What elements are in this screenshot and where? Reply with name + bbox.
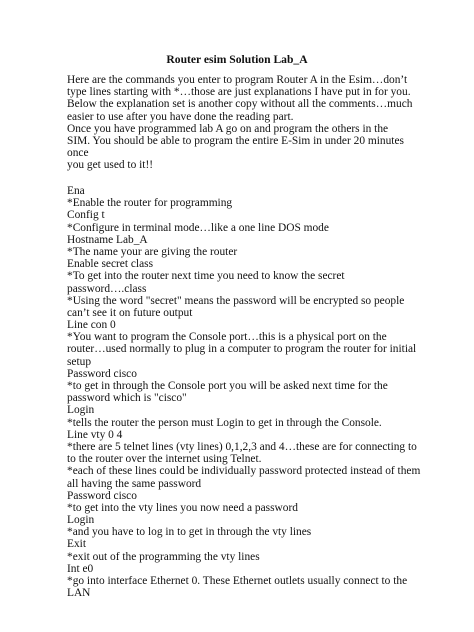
- intro-line: Below the explanation set is another copy without all the comments…much: [67, 98, 413, 111]
- command-line: Ena: [67, 185, 85, 197]
- comment-line: *The name your are giving the router: [67, 245, 238, 258]
- comment-line: *go into interface Ethernet 0. These Ethernet outlets usually connect to the: [67, 575, 408, 587]
- intro-line: you get used to it!!: [67, 159, 154, 172]
- command-list: [67, 185, 422, 599]
- command-line: Password cisco: [67, 367, 137, 380]
- comment-line: *to get into the vty lines you now need a password: [67, 501, 298, 514]
- comment-line: *Using the word "secret" means the password will be encrypted so people: [67, 294, 405, 307]
- intro-line: easier to use after you have done the reading part.: [67, 110, 294, 123]
- command-line: Password cisco: [67, 489, 137, 502]
- comment-line: *there are 5 telnet lines (vty lines) 0,1,2,3 and 4…these are for connecting to: [67, 440, 417, 453]
- comment-line: *each of these lines could be individually password protected instead of them: [67, 465, 421, 478]
- command-line: Line vty 0 4: [67, 428, 123, 441]
- comment-line: LAN: [67, 587, 91, 600]
- intro-line: type lines starting with *…those are just explanations I have put in for you.: [67, 86, 411, 99]
- comment-line: *and you have to log in to get in through the vty lines: [67, 526, 312, 539]
- command-line: Exit: [67, 538, 86, 551]
- command-line: Int e0: [67, 562, 94, 575]
- comment-line: *To get into the router next time you need to know the secret: [67, 270, 345, 283]
- intro-paragraph: [67, 74, 422, 172]
- comment-line: *Enable the router for programming: [67, 197, 233, 210]
- comment-line: *You want to program the Console port…this is a physical port on the: [67, 331, 387, 344]
- comment-line: *tells the router the person must Login to get in through the Console.: [67, 416, 382, 429]
- command-line: Config t: [67, 209, 105, 222]
- command-line: Line con 0: [67, 319, 116, 332]
- comment-line: can’t see it on future output: [67, 306, 193, 319]
- comment-line: *exit out of the programming the vty lines: [67, 550, 260, 563]
- document-title: Router esim Solution Lab_A: [166, 53, 308, 66]
- command-line: Hostname Lab_A: [67, 233, 148, 246]
- command-line: Login: [67, 514, 95, 527]
- comment-line: setup: [67, 355, 92, 368]
- command-line: Enable secret class: [67, 258, 154, 271]
- comment-line: router…used normally to plug in a computer to program the router for initial: [67, 343, 417, 356]
- comment-line: *Configure in terminal mode…like a one line DOS mode: [67, 221, 329, 234]
- intro-line: SIM. You should be able to program the entire E-Sim in under 20 minutes: [67, 134, 404, 147]
- intro-line: Once you have programmed lab A go on and program the others in the: [67, 122, 389, 135]
- comment-line: password which is "cisco": [67, 392, 187, 405]
- intro-line: once: [67, 147, 89, 160]
- comment-line: to the router over the internet using Telnet.: [67, 453, 262, 466]
- comment-line: *to get in through the Console port you will be asked next time for the: [67, 380, 388, 392]
- command-line: Login: [67, 404, 95, 417]
- comment-line: all having the same password: [67, 477, 202, 490]
- comment-line: password….class: [67, 282, 147, 295]
- intro-line: Here are the commands you enter to program Router A in the Esim…don’t: [67, 74, 408, 86]
